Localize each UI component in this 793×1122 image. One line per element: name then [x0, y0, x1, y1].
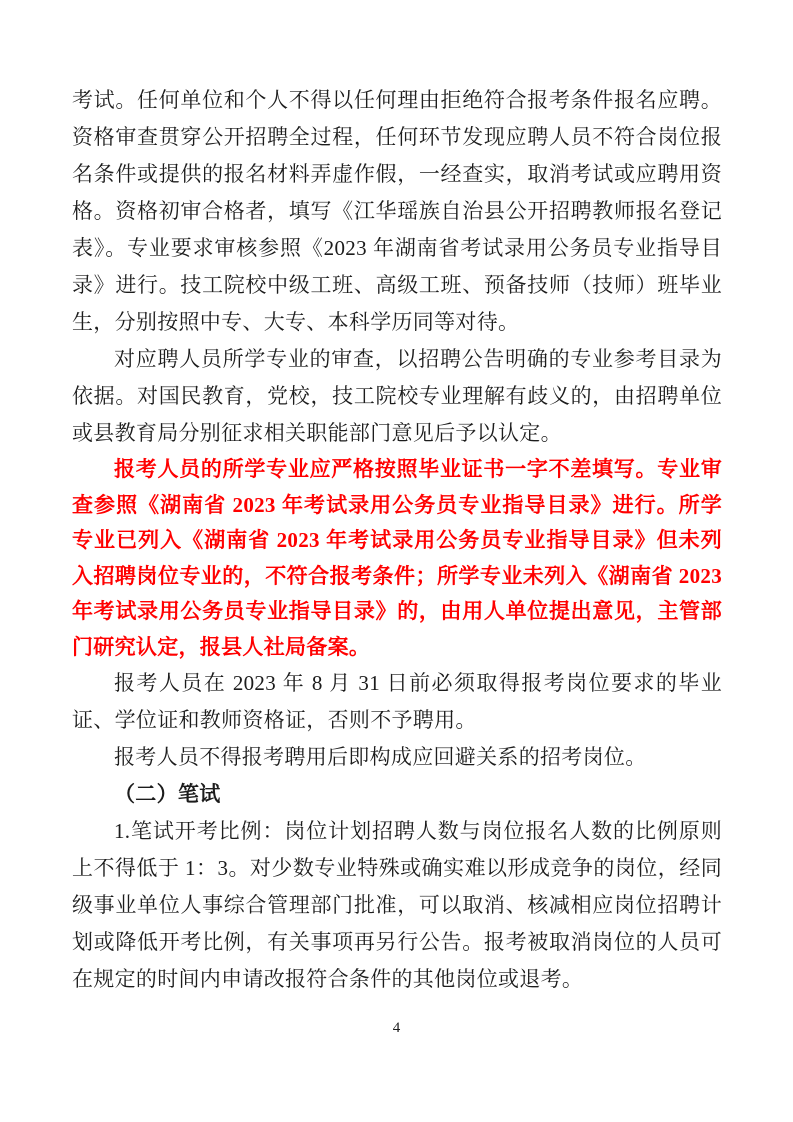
paragraph-major-red-emphasis: 报考人员的所学专业应严格按照毕业证书一字不差填写。专业审查参照《湖南省 2023 年考试录用公务员专业指导目录》进行。所学专业已列入《湖南省 2023 年考试录用公务员专业指导目录》但未列入招聘岗位专业的，不符合报考条件；所学专业未列入《湖南省 2023 年考试录用公务员专业指导目录》的，由用人单位提出意见，主管部门研究认定，报县人社局备案。 [72, 457, 722, 659]
paragraph-avoidance-rule: 报考人员不得报考聘用后即构成应回避关系的招考岗位。 [114, 745, 647, 769]
paragraph-certificate-deadline: 报考人员在 2023 年 8 月 31 日前必须取得报考岗位要求的毕业证、学位证和教师资格证，否则不予聘用。 [72, 671, 722, 732]
section-heading-written-exam: （二）笔试 [114, 782, 221, 806]
paragraph-major-review-basis: 对应聘人员所学专业的审查，以招聘公告明确的专业参考目录为依据。对国民教育，党校，技工院校专业理解有歧义的，由招聘单位或县教育局分别征求相关职能部门意见后予以认定。 [72, 347, 722, 445]
document-body [72, 82, 722, 998]
paragraph-exam-ratio: 1.笔试开考比例：岗位计划招聘人数与岗位报名人数的比例原则上不得低于 1：3。对少数专业特殊或确实难以形成竞争的岗位，经同级事业单位人事综合管理部门批准，可以取消、核减相应岗位招聘计划或降低开考比例，有关事项再另行公告。报考被取消岗位的人员可在规定的时间内申请改报符合条件的其他岗位或退考。 [72, 819, 722, 991]
page-number: 4 [392, 1020, 401, 1036]
paragraph-qualification-review: 考试。任何单位和个人不得以任何理由拒绝符合报考条件报名应聘。资格审查贯穿公开招聘全过程，任何环节发现应聘人员不符合岗位报名条件或提供的报名材料弄虚作假，一经查实，取消考试或应聘用资格。资格初审合格者，填写《江华瑶族自治县公开招聘教师报名登记表》。专业要求审核参照《2023 年湖南省考试录用公务员专业指导目录》进行。技工院校中级工班、高级工班、预备技师（技师）班毕业生，分别按照中专、大专、本科学历同等对待。 [72, 88, 722, 334]
